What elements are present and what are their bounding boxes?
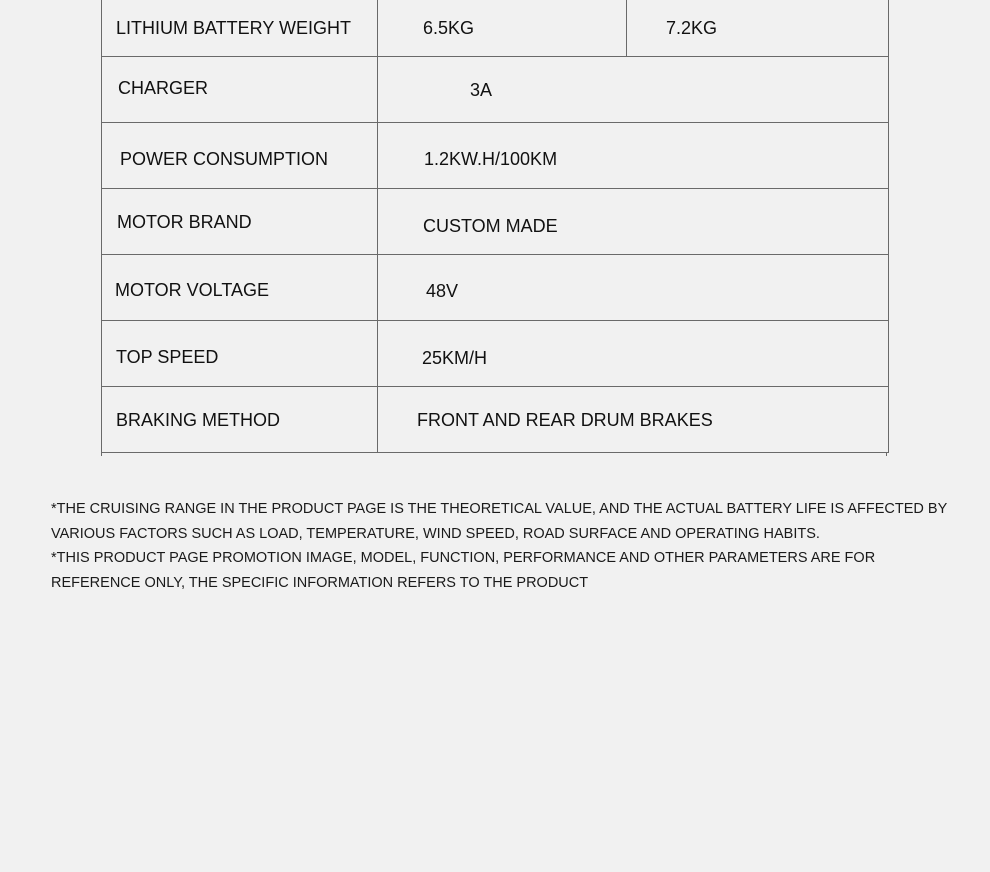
column-divider (377, 57, 378, 122)
column-divider (377, 387, 378, 452)
table-row-braking-method (102, 387, 888, 453)
table-row-motor-brand (102, 189, 888, 255)
column-divider (377, 123, 378, 188)
table-row-charger (102, 57, 888, 123)
table-edge-stub (886, 452, 887, 456)
table-row-top-speed (102, 321, 888, 387)
row-value: CUSTOM MADE (423, 216, 558, 236)
row-value: 1.2KW.H/100KM (424, 149, 558, 169)
row-label: MOTOR VOLTAGE (115, 280, 270, 300)
row-label: LITHIUM BATTERY WEIGHT (116, 18, 352, 38)
table-row-motor-voltage (102, 255, 888, 321)
row-value-secondary: 7.2KG (666, 18, 718, 38)
column-divider (377, 255, 378, 320)
row-label: CHARGER (118, 78, 209, 98)
row-label: MOTOR BRAND (117, 212, 252, 232)
spec-table (101, 0, 889, 453)
column-divider (377, 321, 378, 386)
disclaimer-reference: *THIS PRODUCT PAGE PROMOTION IMAGE, MODEL, FUNCTION, PERFORMANCE AND OTHER PARAMETERS ARE FOR REFERENCE ONLY, THE SPECIFIC INFORMATION REFERS TO THE PRODUCT (51, 550, 876, 591)
table-row-battery-weight (102, 0, 888, 57)
row-value: FRONT AND REAR DRUM BRAKES (417, 410, 713, 430)
disclaimer-range: *THE CRUISING RANGE IN THE PRODUCT PAGE IS THE THEORETICAL VALUE, AND THE ACTUAL BATTERY LIFE IS AFFECTED BY VARIOUS FACTORS SUCH AS LOAD, TEMPERATURE, WIND SPEED, ROAD SURFACE AND OPERATING HABITS. (51, 501, 947, 542)
table-row-power-consumption (102, 123, 888, 189)
row-label: POWER CONSUMPTION (120, 149, 329, 169)
column-divider (626, 0, 627, 56)
row-value: 6.5KG (423, 18, 475, 38)
row-label: TOP SPEED (116, 347, 219, 367)
row-value: 25KM/H (422, 348, 488, 368)
row-value: 48V (426, 281, 459, 301)
column-divider (377, 0, 378, 56)
table-edge-stub (101, 452, 102, 456)
disclaimer-notes (51, 497, 951, 595)
row-value: 3A (470, 80, 493, 100)
column-divider (377, 189, 378, 254)
row-label: BRAKING METHOD (116, 410, 281, 430)
table-bottom-edge (101, 452, 887, 456)
